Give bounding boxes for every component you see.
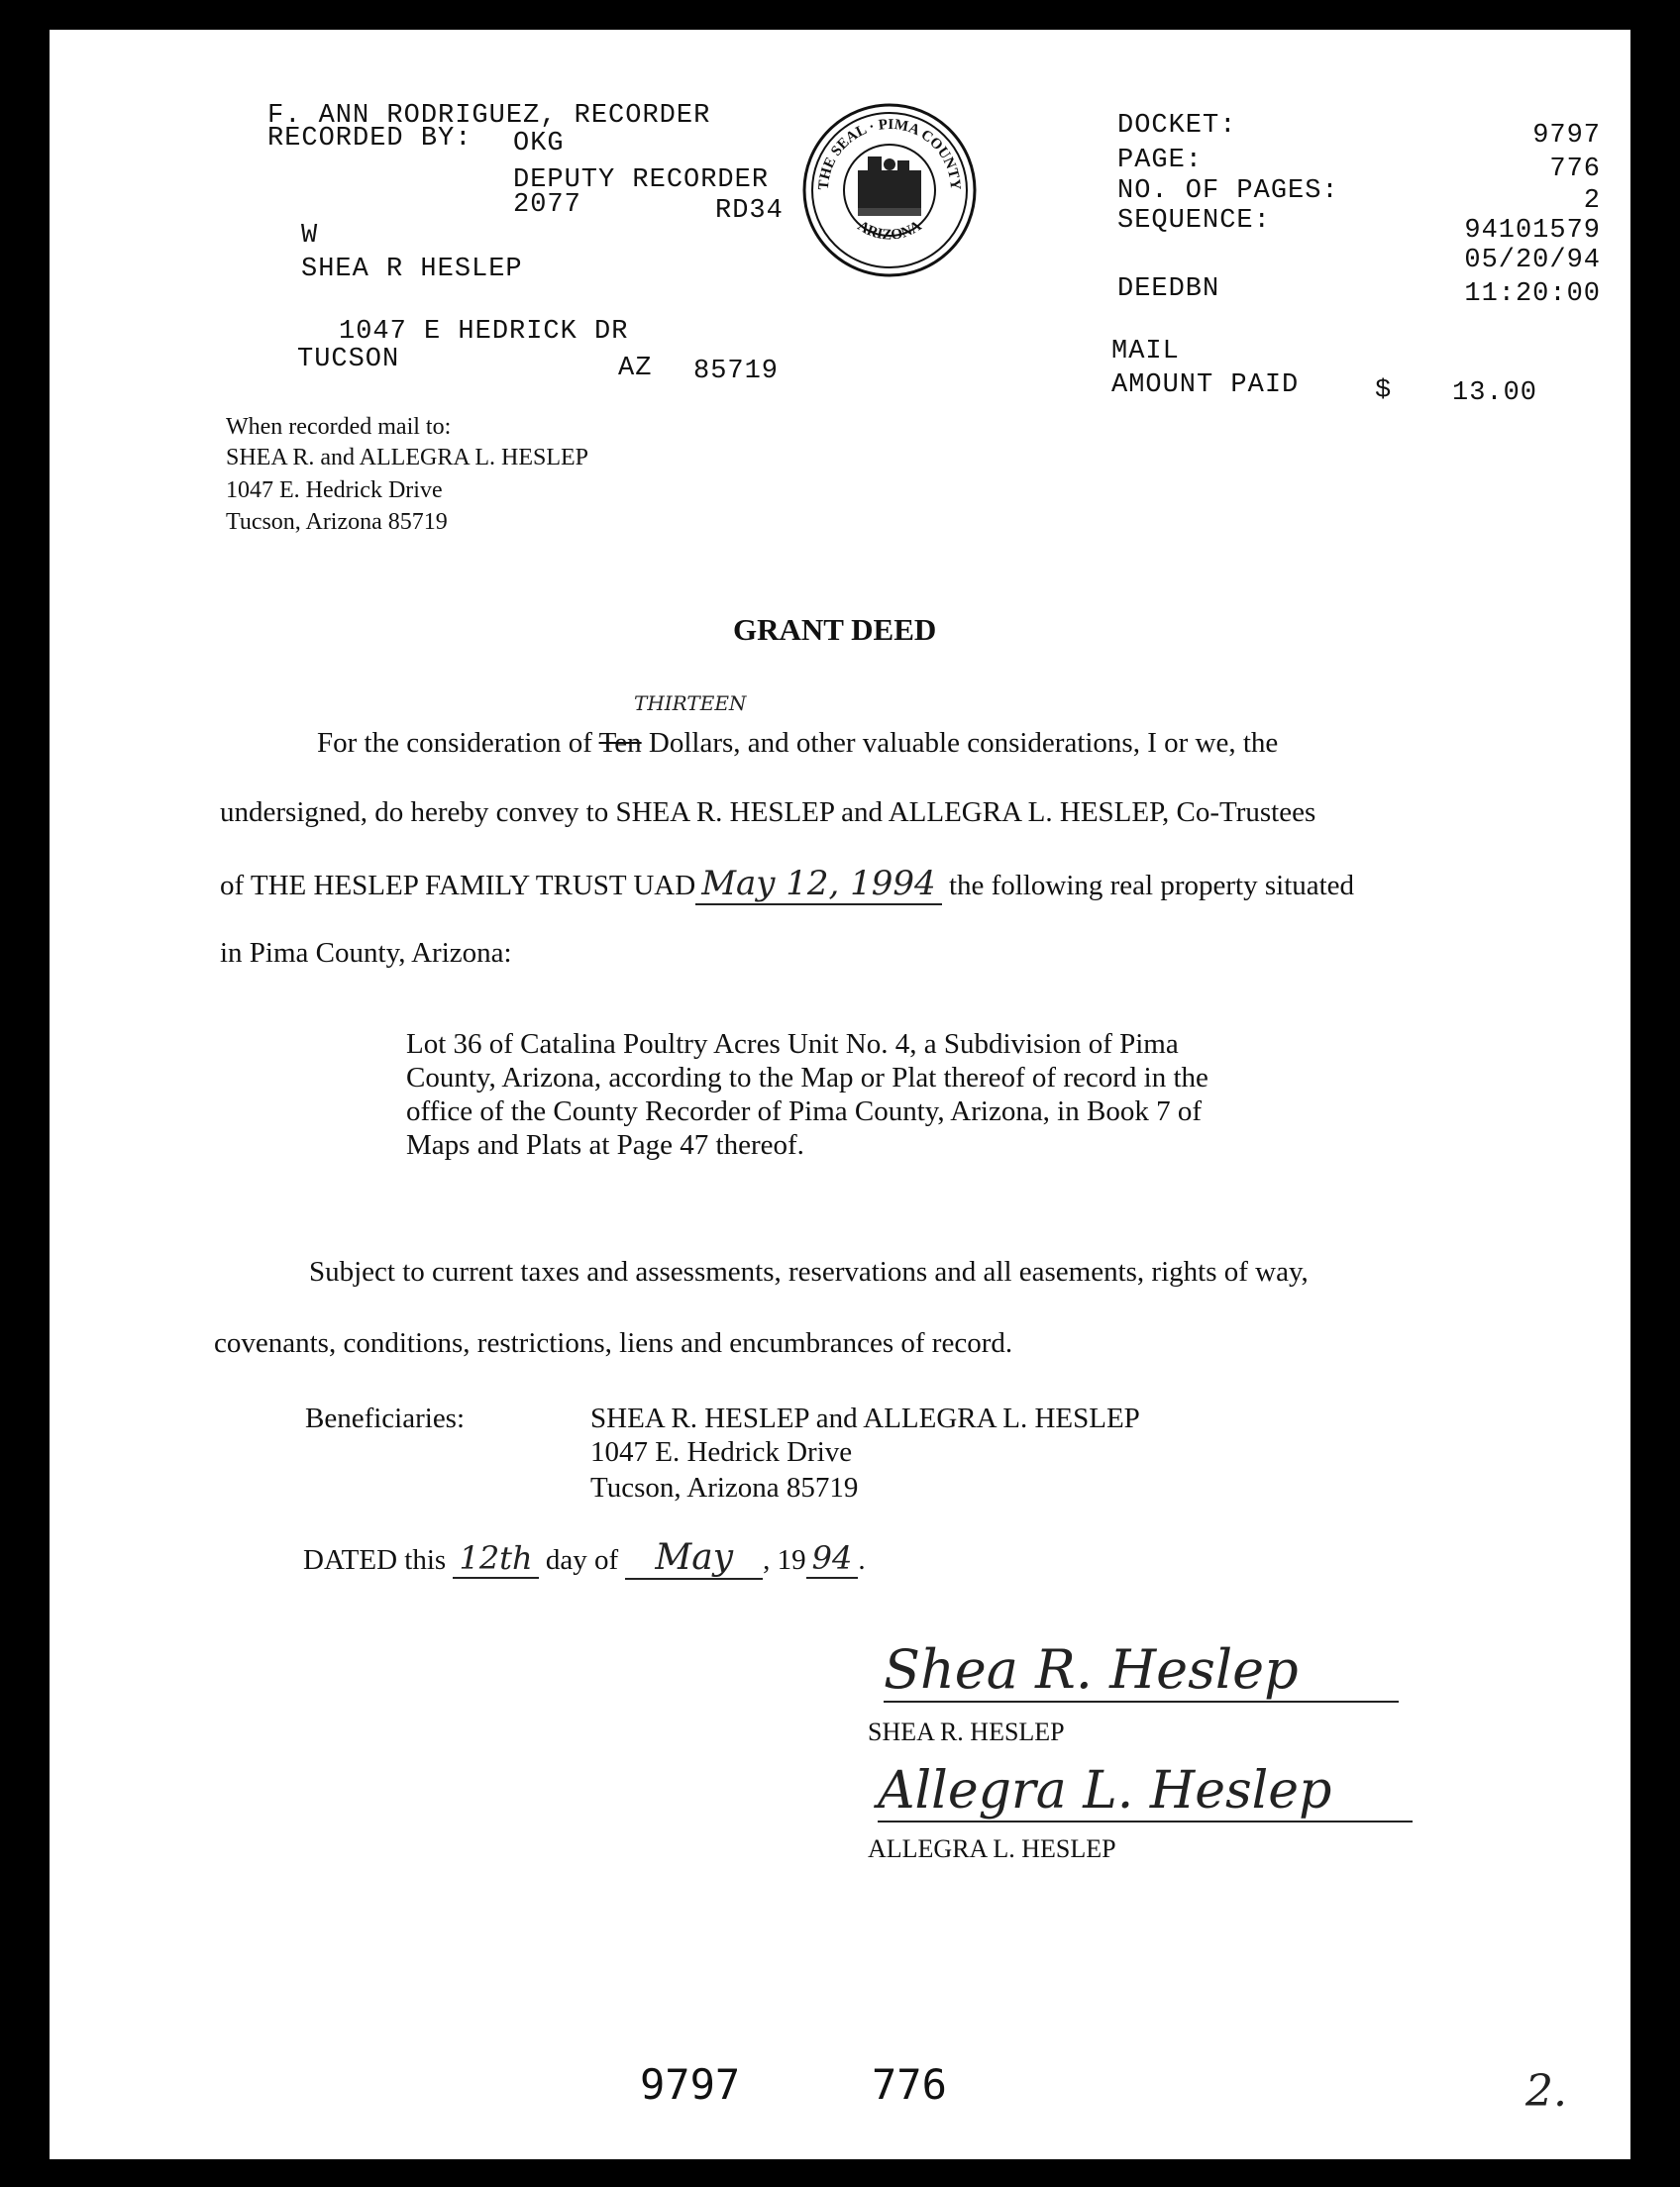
footer-docket: 9797 [640,2060,741,2109]
dated-day-handwritten: 12th [453,1539,538,1579]
dated-end: . [858,1544,866,1576]
legal-description-3: office of the County Recorder of Pima County, Arizona, in Book 7 of [406,1095,1202,1127]
svg-text:ARIZONA [855,218,925,244]
sequence-value: 94101579 [1464,216,1601,246]
grantee-zip: 85719 [693,357,780,386]
footer-page: 776 [872,2060,947,2109]
grantee-name: SHEA R HESLEP [301,255,523,284]
trust-line [220,864,1354,905]
legal-description-1: Lot 36 of Catalina Poultry Acres Unit No. 4, a Subdivision of Pima [406,1028,1179,1060]
dated-mid: day of [538,1544,626,1576]
legal-description-2: County, Arizona, according to the Map or Plat thereof of record in the [406,1062,1208,1094]
deputy-recorder: DEPUTY RECORDER [513,165,770,195]
dated-year-handwritten: 94 [806,1539,859,1579]
subject-line-1: Subject to current taxes and assessments, reservations and all easements, rights of way, [309,1256,1309,1288]
recorder-code-1: 2077 [513,190,581,220]
deed-code: DEEDBN [1117,274,1220,304]
sequence-label: SEQUENCE: [1117,206,1271,236]
trust-suffix: the following real property situated [941,870,1355,901]
signature-shea: Shea R. Heslep [884,1638,1399,1703]
struck-amount: Ten [598,727,642,759]
recorder-name: F. ANN RODRIGUEZ, RECORDER [267,101,711,131]
trust-prefix: of THE HESLEP FAMILY TRUST UAD [220,870,696,901]
amount-paid-value: 13.00 [1452,378,1538,408]
beneficiaries-city: Tucson, Arizona 85719 [590,1472,859,1504]
recorded-by-value: OKG [513,129,565,158]
subject-line-2: covenants, conditions, restrictions, liens and encumbrances of record. [214,1327,1013,1359]
recorded-by-label: RECORDED BY: [267,124,472,154]
footer-page-mark: 2. [1525,2066,1567,2117]
mail-to-city: Tucson, Arizona 85719 [226,509,448,535]
seal-bottom-text: ARIZONA [854,218,925,244]
mail-label: MAIL [1111,337,1180,366]
county-seal-icon [800,101,979,279]
grantee-state: AZ [618,354,653,383]
amount-currency: $ [1375,376,1393,406]
docket-value: 9797 [1532,121,1601,151]
county-line: in Pima County, Arizona: [220,937,512,969]
beneficiaries-label: Beneficiaries: [305,1403,466,1434]
consideration-prefix: For the consideration of [317,727,599,759]
beneficiaries-street: 1047 E. Hedrick Drive [590,1436,853,1468]
consideration-line [317,727,1278,760]
trust-date-handwritten: May 12, 1994 [695,864,942,905]
dated-prefix: DATED this [303,1544,454,1576]
signature-allegra-name: ALLEGRA L. HESLEP [868,1834,1116,1863]
amount-paid-label: AMOUNT PAID [1111,370,1300,400]
no-of-pages-label: NO. OF PAGES: [1117,176,1339,206]
seal-top-text: THE SEAL · PIMA COUNTY [815,116,964,191]
page-label: PAGE: [1117,146,1204,175]
record-time: 11:20:00 [1464,279,1601,309]
mail-to-street: 1047 E. Hedrick Drive [226,477,443,503]
signature-allegra: Allegra L. Heslep [878,1761,1413,1822]
recorder-w: W [301,221,319,251]
convey-line: undersigned, do hereby convey to SHEA R. HESLEP and ALLEGRA L. HESLEP, Co-Trustees [220,796,1316,828]
beneficiaries-names: SHEA R. HESLEP and ALLEGRA L. HESLEP [590,1403,1140,1434]
grantee-street: 1047 E HEDRICK DR [339,317,629,347]
dated-month-handwritten: May [625,1537,763,1580]
grantee-city: TUCSON [297,345,400,374]
dated-line [303,1537,866,1580]
legal-description-4: Maps and Plats at Page 47 thereof. [406,1129,804,1161]
no-of-pages-value: 2 [1583,186,1601,216]
document-page [50,30,1630,2159]
record-date: 05/20/94 [1464,246,1601,275]
docket-label: DOCKET: [1117,111,1237,141]
handwritten-amount: THIRTEEN [634,691,747,715]
recorder-code-2: RD34 [715,196,784,226]
document-title: GRANT DEED [733,612,937,647]
mail-to-heading: When recorded mail to: [226,414,452,440]
dated-year-prefix: , 19 [763,1544,806,1576]
signature-shea-name: SHEA R. HESLEP [868,1718,1065,1746]
consideration-suffix: Dollars, and other valuable considerations, I or we, the [641,727,1279,759]
page-value: 776 [1549,155,1601,184]
mail-to-name: SHEA R. and ALLEGRA L. HESLEP [226,445,589,470]
